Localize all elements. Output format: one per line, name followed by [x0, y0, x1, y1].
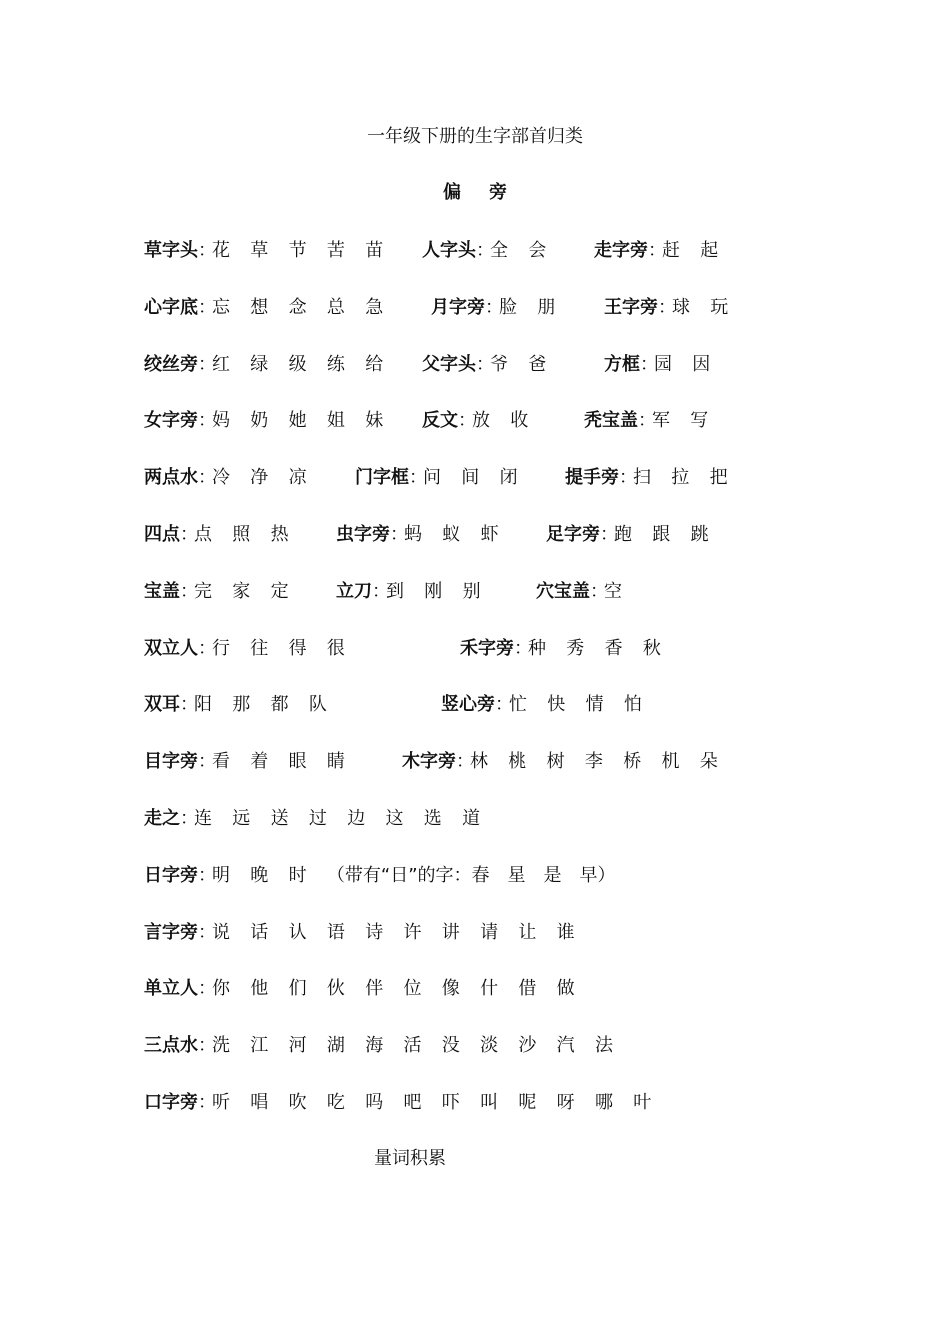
radical-row [0, 236, 950, 266]
character: 桥 [623, 751, 642, 773]
character: 完 [194, 580, 212, 602]
character: 爸 [528, 353, 547, 375]
character: 节 [288, 240, 307, 261]
character: 借 [518, 978, 537, 1000]
radical-row [0, 1088, 950, 1118]
character: 哪 [594, 1092, 613, 1113]
character: 像 [441, 978, 460, 1000]
radical-label: 目字旁 [144, 751, 198, 773]
character: 草 [250, 240, 269, 261]
character: 她 [288, 410, 307, 432]
radical-label: 秃宝盖 [584, 410, 638, 432]
character: 那 [232, 694, 251, 716]
character: 晚 [250, 864, 269, 886]
character: 道 [462, 808, 481, 829]
character: 给 [365, 353, 384, 375]
radical-label: 日字旁 [144, 864, 198, 886]
radical-group [144, 974, 575, 1004]
character: 许 [403, 921, 422, 943]
radical-group [336, 577, 481, 607]
character: 写 [690, 410, 709, 432]
label-colon: ： [409, 467, 427, 489]
radical-row [0, 350, 950, 380]
character: 间 [461, 467, 480, 489]
radical-group [594, 236, 718, 266]
radical-row [0, 804, 950, 834]
character: 忘 [212, 296, 230, 318]
character: 奶 [250, 410, 269, 432]
radical-label: 走之 [144, 808, 180, 829]
radical-row [0, 918, 950, 948]
character: 李 [584, 751, 603, 773]
character: 热 [270, 524, 289, 545]
radical-group [431, 293, 555, 323]
radical-label: 口字旁 [144, 1092, 198, 1113]
character: 跑 [614, 524, 632, 545]
character: 凉 [288, 467, 307, 489]
radical-group [144, 463, 307, 493]
radical-row [0, 861, 950, 891]
radical-row [0, 293, 950, 323]
document-title: 一年级下册的生字部首归类 [367, 126, 583, 147]
character: 看 [212, 751, 230, 773]
radical-group [460, 634, 661, 664]
character: 活 [403, 1035, 422, 1057]
character: 闭 [499, 467, 518, 489]
character: 睛 [326, 751, 345, 773]
character: 汽 [556, 1035, 575, 1057]
label-colon: ： [619, 467, 637, 489]
radical-row [0, 634, 950, 664]
character: 家 [232, 580, 251, 602]
character: 球 [672, 296, 690, 318]
label-colon: ： [180, 808, 198, 829]
character: 都 [270, 694, 289, 716]
note-text: （带有“日”的字：春 星 是 早） [326, 864, 616, 886]
label-colon: ： [198, 296, 216, 318]
character: 伙 [326, 978, 345, 1000]
character: 问 [423, 467, 441, 489]
radical-label: 方框 [604, 353, 640, 375]
label-colon: ： [372, 580, 390, 602]
character: 什 [480, 978, 499, 1000]
character: 蚂 [404, 524, 422, 545]
character: 语 [326, 921, 345, 943]
character: 爷 [490, 353, 508, 375]
radical-row [0, 690, 950, 720]
character: 全 [490, 240, 508, 261]
radical-row [0, 577, 950, 607]
character: 扫 [633, 467, 651, 489]
character: 选 [423, 808, 442, 829]
character: 军 [652, 410, 670, 432]
character: 吹 [288, 1092, 307, 1113]
character: 净 [250, 467, 269, 489]
character: 没 [441, 1035, 460, 1057]
label-colon: ： [658, 296, 676, 318]
character: 想 [250, 296, 269, 318]
character: 得 [288, 637, 307, 659]
character: 行 [212, 637, 230, 659]
label-colon: ： [198, 467, 216, 489]
radical-group [144, 520, 289, 550]
character: 林 [470, 751, 488, 773]
radical-label: 女字旁 [144, 410, 198, 432]
character: 苦 [326, 240, 345, 261]
label-colon: ： [476, 240, 494, 261]
character: 说 [212, 921, 230, 943]
character: 诗 [365, 921, 384, 943]
character: 红 [212, 353, 230, 375]
character: 蚁 [442, 524, 461, 545]
radical-group [402, 747, 718, 777]
character: 起 [700, 240, 719, 261]
character: 河 [288, 1035, 307, 1057]
radical-group [144, 293, 383, 323]
radical-label: 双耳 [144, 694, 180, 716]
character: 练 [326, 353, 345, 375]
character: 急 [365, 296, 384, 318]
label-colon: ： [180, 524, 198, 545]
label-colon: ： [485, 296, 503, 318]
character: 级 [288, 353, 307, 375]
radical-group [565, 463, 728, 493]
character: 湖 [326, 1035, 345, 1057]
radical-label: 禾字旁 [460, 637, 514, 659]
label-colon: ： [198, 1092, 216, 1113]
character: 呀 [556, 1092, 575, 1113]
character: 妹 [365, 410, 384, 432]
radical-label: 父字头 [422, 353, 476, 375]
character: 怕 [623, 694, 642, 716]
label-colon: ： [458, 410, 476, 432]
character: 朋 [537, 296, 556, 318]
character: 沙 [518, 1035, 537, 1057]
label-colon: ： [180, 694, 198, 716]
radical-label: 穴宝盖 [536, 580, 590, 602]
radical-group [336, 520, 499, 550]
radical-label: 心字底 [144, 296, 198, 318]
character: 姐 [326, 410, 345, 432]
character: 树 [546, 751, 565, 773]
radical-group [144, 1088, 651, 1118]
label-colon: ： [640, 353, 658, 375]
radical-row [0, 974, 950, 1004]
character: 朵 [699, 751, 718, 773]
character: 照 [232, 524, 251, 545]
character: 桃 [508, 751, 527, 773]
character: 江 [250, 1035, 269, 1057]
radical-label: 四点 [144, 524, 180, 545]
character: 请 [480, 921, 499, 943]
character: 着 [250, 751, 269, 773]
label-colon: ： [638, 410, 656, 432]
character: 叫 [480, 1092, 499, 1113]
character: 叶 [633, 1092, 652, 1113]
radical-label: 人字头 [422, 240, 476, 261]
radical-label: 立刀 [336, 580, 372, 602]
character: 香 [604, 637, 623, 659]
label-colon: ： [198, 921, 216, 943]
character: 伴 [365, 978, 384, 1000]
character: 苗 [365, 240, 384, 261]
character: 虾 [480, 524, 499, 545]
radical-group [584, 406, 708, 436]
radical-label: 绞丝旁 [144, 353, 198, 375]
radical-group [422, 350, 546, 380]
radical-label: 虫字旁 [336, 524, 390, 545]
character: 队 [308, 694, 327, 716]
label-colon: ： [198, 1035, 216, 1057]
character: 忙 [509, 694, 527, 716]
label-colon: ： [590, 580, 608, 602]
character: 位 [403, 978, 422, 1000]
section-heading-measure-words: 量词积累 [374, 1148, 446, 1169]
character: 别 [462, 580, 481, 602]
character: 种 [528, 637, 546, 659]
radical-group [144, 236, 383, 266]
character: 唱 [250, 1092, 269, 1113]
character: 冷 [212, 467, 230, 489]
character: 情 [585, 694, 604, 716]
radical-group [144, 747, 345, 777]
character: 过 [308, 808, 327, 829]
character: 会 [528, 240, 547, 261]
label-colon: ： [198, 637, 216, 659]
character: 听 [212, 1092, 230, 1113]
radical-label: 三点水 [144, 1035, 198, 1057]
character: 收 [510, 410, 529, 432]
radical-label: 单立人 [144, 978, 198, 1000]
radical-group [144, 634, 345, 664]
character: 因 [692, 353, 711, 375]
character: 到 [386, 580, 404, 602]
character: 快 [547, 694, 566, 716]
character: 让 [518, 921, 537, 943]
label-colon: ： [456, 751, 474, 773]
label-colon: ： [198, 751, 216, 773]
character: 总 [326, 296, 345, 318]
label-colon: ： [198, 410, 216, 432]
radical-row [0, 463, 950, 493]
label-colon: ： [198, 353, 216, 375]
character: 空 [604, 580, 622, 602]
character: 他 [250, 978, 269, 1000]
character: 脸 [499, 296, 517, 318]
character: 拉 [671, 467, 690, 489]
character: 这 [385, 808, 404, 829]
label-colon: ： [495, 694, 513, 716]
character: 吗 [365, 1092, 384, 1113]
character: 明 [212, 864, 230, 886]
character: 呢 [518, 1092, 537, 1113]
character: 把 [709, 467, 728, 489]
character: 机 [661, 751, 680, 773]
character: 秀 [566, 637, 585, 659]
radical-group [144, 918, 575, 948]
radical-row [0, 406, 950, 436]
character: 话 [250, 921, 269, 943]
character: 阳 [194, 694, 212, 716]
character: 讲 [441, 921, 460, 943]
radical-label: 提手旁 [565, 467, 619, 489]
radical-group [144, 1031, 613, 1061]
character: 时 [288, 864, 307, 886]
radical-label: 草字头 [144, 240, 198, 261]
radical-label: 王字旁 [604, 296, 658, 318]
label-colon: ： [198, 240, 216, 261]
radical-row [0, 520, 950, 550]
character: 跟 [652, 524, 671, 545]
character: 放 [472, 410, 490, 432]
character: 妈 [212, 410, 230, 432]
character: 念 [288, 296, 307, 318]
character: 连 [194, 808, 212, 829]
radical-label: 双立人 [144, 637, 198, 659]
radical-label: 两点水 [144, 467, 198, 489]
radical-label: 门字框 [355, 467, 409, 489]
label-colon: ： [180, 580, 198, 602]
character: 眼 [288, 751, 307, 773]
label-colon: ： [198, 864, 216, 886]
character: 你 [212, 978, 230, 1000]
character: 送 [270, 808, 289, 829]
character: 吓 [441, 1092, 460, 1113]
label-colon: ： [198, 978, 216, 1000]
radical-group [546, 520, 709, 550]
character: 边 [347, 808, 366, 829]
radical-label: 言字旁 [144, 921, 198, 943]
label-colon: ： [390, 524, 408, 545]
character: 秋 [642, 637, 661, 659]
radical-group [144, 406, 383, 436]
radical-row [0, 747, 950, 777]
radical-label: 宝盖 [144, 580, 180, 602]
character: 很 [326, 637, 345, 659]
radical-group [536, 577, 622, 607]
character: 们 [288, 978, 307, 1000]
label-colon: ： [600, 524, 618, 545]
character: 吧 [403, 1092, 422, 1113]
radical-label: 竖心旁 [441, 694, 495, 716]
radical-group [604, 350, 710, 380]
radical-label: 月字旁 [431, 296, 485, 318]
character: 谁 [556, 921, 575, 943]
character: 定 [270, 580, 289, 602]
character: 园 [654, 353, 672, 375]
radical-group [604, 293, 728, 323]
section-heading-radicals: 偏旁 [443, 182, 535, 203]
character: 花 [212, 240, 230, 261]
character: 赶 [662, 240, 680, 261]
character: 海 [365, 1035, 384, 1057]
radical-group [144, 577, 289, 607]
radical-group [422, 236, 546, 266]
radical-label: 木字旁 [402, 751, 456, 773]
label-colon: ： [514, 637, 532, 659]
radical-label: 走字旁 [594, 240, 648, 261]
radical-group [144, 350, 383, 380]
radical-label: 反文 [422, 410, 458, 432]
label-colon: ： [476, 353, 494, 375]
radical-row [0, 1031, 950, 1061]
radical-group [441, 690, 642, 720]
radical-group [144, 804, 480, 834]
character: 远 [232, 808, 251, 829]
character: 吃 [326, 1092, 345, 1113]
label-colon: ： [648, 240, 666, 261]
character: 点 [194, 524, 212, 545]
character: 淡 [480, 1035, 499, 1057]
character: 法 [594, 1035, 613, 1057]
character: 认 [288, 921, 307, 943]
character: 洗 [212, 1035, 230, 1057]
character: 绿 [250, 353, 269, 375]
radical-group [144, 690, 327, 720]
radical-group [144, 861, 616, 891]
character: 玩 [710, 296, 729, 318]
character: 往 [250, 637, 269, 659]
character: 做 [556, 978, 575, 1000]
character: 刚 [424, 580, 443, 602]
radical-label: 足字旁 [546, 524, 600, 545]
character: 跳 [690, 524, 709, 545]
radical-group [422, 406, 528, 436]
radical-group [355, 463, 518, 493]
